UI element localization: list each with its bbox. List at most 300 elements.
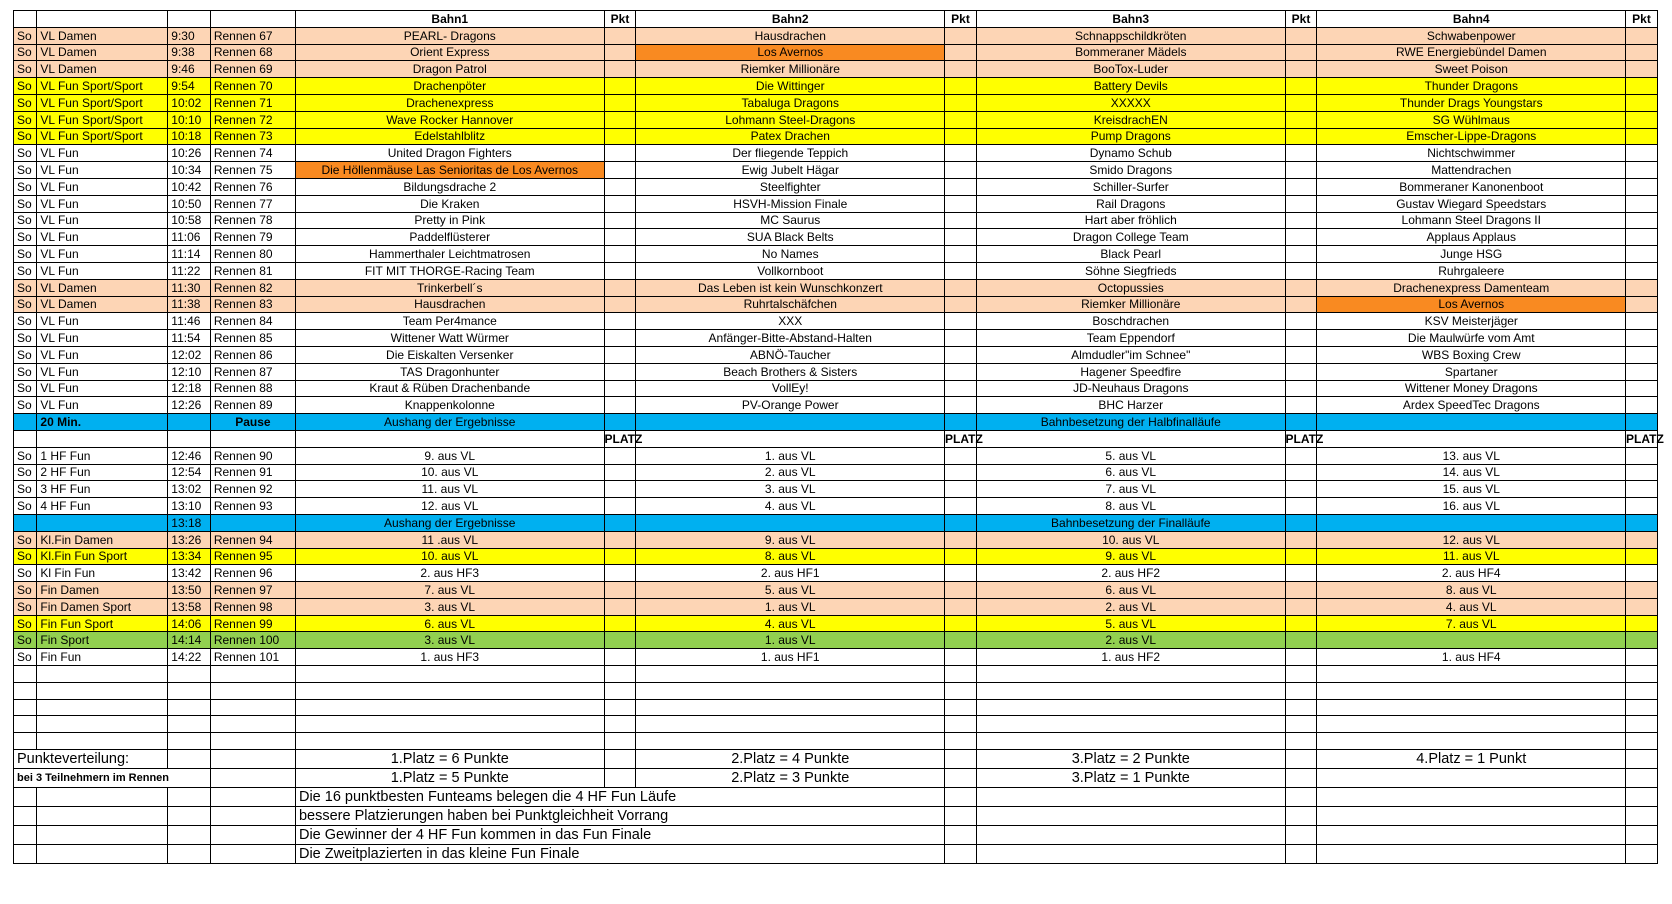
race-cell: Rennen 72 — [210, 111, 295, 128]
lane2-points-cell — [945, 548, 977, 565]
lane4-team-cell: Sweet Poison — [1317, 61, 1626, 78]
day-cell: So — [14, 178, 37, 195]
lane4-team-cell: Nichtschwimmer — [1317, 145, 1626, 162]
race-row — [14, 279, 1658, 296]
lane3-team-cell: Dynamo Schub — [976, 145, 1285, 162]
lane4-team-cell: Applaus Applaus — [1317, 229, 1626, 246]
platz-label: PLATZ — [604, 431, 643, 446]
race-cell: Rennen 74 — [210, 145, 295, 162]
time-cell: 12:46 — [168, 447, 211, 464]
rule-note-row — [14, 826, 1658, 845]
break-lanes-note: Bahnbesetzung der Finalläufe — [976, 514, 1285, 531]
lane1-points-cell — [604, 363, 636, 380]
day-cell: So — [14, 582, 37, 599]
lane3-points-cell — [1285, 380, 1317, 397]
race-cell: Rennen 78 — [210, 212, 295, 229]
lane4-team-cell: Gustav Wiegard Speedstars — [1317, 195, 1626, 212]
lane1-team-cell: Dragon Patrol — [295, 61, 604, 78]
day-cell: So — [14, 61, 37, 78]
class-cell: Kl Fin Fun — [37, 565, 168, 582]
empty-row — [14, 682, 1658, 699]
lane2-team-cell: 1. aus HF1 — [636, 649, 945, 666]
lane4-team-cell: 1. aus HF4 — [1317, 649, 1626, 666]
lane3-team-cell: 7. aus VL — [976, 481, 1285, 498]
lane4-team-cell: SG Wühlmaus — [1317, 111, 1626, 128]
lane1-team-cell: 3. aus VL — [295, 598, 604, 615]
lane2-team-cell: Ruhrtalschäfchen — [636, 296, 945, 313]
day-cell: So — [14, 262, 37, 279]
lane4-points-cell — [1626, 246, 1658, 263]
points-4th: 4.Platz = 1 Punkt — [1317, 750, 1626, 769]
race-cell: Rennen 71 — [210, 94, 295, 111]
lane3-team-cell: Pump Dragons — [976, 128, 1285, 145]
lane3-points-cell — [1285, 78, 1317, 95]
class-cell: VL Fun — [37, 380, 168, 397]
class-cell: 3 HF Fun — [37, 481, 168, 498]
lane4-points-cell — [1626, 346, 1658, 363]
lane4-team-cell: 7. aus VL — [1317, 615, 1626, 632]
lane4-team-cell: Bommeraner Kanonenboot — [1317, 178, 1626, 195]
lane2-points-cell — [945, 615, 977, 632]
lane1-team-cell: 2. aus HF3 — [295, 565, 604, 582]
lane2-team-cell: 3. aus VL — [636, 481, 945, 498]
lane1-team-cell: 1. aus HF3 — [295, 649, 604, 666]
day-cell: So — [14, 615, 37, 632]
race-cell: Rennen 93 — [210, 498, 295, 515]
lane1-points-cell — [604, 128, 636, 145]
lane1-team-cell: Drachenexpress — [295, 94, 604, 111]
lane2-team-cell: Hausdrachen — [636, 27, 945, 44]
lane2-points-cell — [945, 632, 977, 649]
lane1-team-cell: Pretty in Pink — [295, 212, 604, 229]
lane3-team-cell: Schiller-Surfer — [976, 178, 1285, 195]
race-row — [14, 464, 1658, 481]
day-cell: So — [14, 94, 37, 111]
lane1-team-cell: 11. aus VL — [295, 481, 604, 498]
lane2-team-cell: Der fliegende Teppich — [636, 145, 945, 162]
lane3-team-cell: 6. aus VL — [976, 582, 1285, 599]
lane2-points-cell — [945, 128, 977, 145]
lane4-team-cell: 13. aus VL — [1317, 447, 1626, 464]
day-cell: So — [14, 447, 37, 464]
lane4-team-cell: KSV Meisterjäger — [1317, 313, 1626, 330]
header-bahn2: Bahn2 — [636, 11, 945, 28]
break-time: 13:18 — [168, 514, 211, 531]
lane3-points-cell — [1285, 464, 1317, 481]
race-row — [14, 582, 1658, 599]
lane2-team-cell: ABNÖ-Taucher — [636, 346, 945, 363]
lane2-points-cell — [945, 313, 977, 330]
class-cell: VL Fun — [37, 229, 168, 246]
lane3-points-cell — [1285, 447, 1317, 464]
lane1-points-cell — [604, 380, 636, 397]
lane2-team-cell: Die Wittinger — [636, 78, 945, 95]
class-cell: VL Fun Sport/Sport — [37, 94, 168, 111]
lane4-points-cell — [1626, 498, 1658, 515]
lane3-team-cell: Boschdrachen — [976, 313, 1285, 330]
lane4-points-cell — [1626, 330, 1658, 347]
lane1-team-cell: Bildungsdrache 2 — [295, 178, 604, 195]
class-cell: Fin Fun — [37, 649, 168, 666]
lane3-points-cell — [1285, 582, 1317, 599]
lane2-team-cell: Steelfighter — [636, 178, 945, 195]
lane4-points-cell — [1626, 363, 1658, 380]
lane1-points-cell — [604, 94, 636, 111]
lane3-team-cell: 2. aus VL — [976, 632, 1285, 649]
lane2-team-cell: Vollkornboot — [636, 262, 945, 279]
lane2-points-cell — [945, 582, 977, 599]
lane2-team-cell: Patex Drachen — [636, 128, 945, 145]
lane1-points-cell — [604, 632, 636, 649]
lane2-points-cell — [945, 397, 977, 414]
race-row — [14, 363, 1658, 380]
race-row — [14, 44, 1658, 61]
lane3-team-cell: 6. aus VL — [976, 464, 1285, 481]
lane4-points-cell — [1626, 447, 1658, 464]
lane2-points-cell — [945, 78, 977, 95]
lane1-team-cell: Orient Express — [295, 44, 604, 61]
race-cell: Rennen 92 — [210, 481, 295, 498]
lane1-team-cell: 3. aus VL — [295, 632, 604, 649]
points-3rd: 3.Platz = 2 Punkte — [976, 750, 1285, 769]
class-cell: VL Fun — [37, 162, 168, 179]
race-cell: Rennen 79 — [210, 229, 295, 246]
time-cell: 10:42 — [168, 178, 211, 195]
lane3-points-cell — [1285, 296, 1317, 313]
day-cell: So — [14, 481, 37, 498]
lane3-team-cell: 10. aus VL — [976, 531, 1285, 548]
day-cell: So — [14, 44, 37, 61]
day-cell: So — [14, 346, 37, 363]
lane3-points-cell — [1285, 632, 1317, 649]
lane3-team-cell: 8. aus VL — [976, 498, 1285, 515]
lane1-team-cell: Hammerthaler Leichtmatrosen — [295, 246, 604, 263]
lane1-points-cell — [604, 44, 636, 61]
lane3-points-cell — [1285, 27, 1317, 44]
race-cell: Rennen 99 — [210, 615, 295, 632]
lane1-team-cell: 12. aus VL — [295, 498, 604, 515]
race-row — [14, 195, 1658, 212]
lane3-points-cell — [1285, 111, 1317, 128]
lane4-points-cell — [1626, 61, 1658, 78]
lane2-team-cell: 9. aus VL — [636, 531, 945, 548]
lane1-team-cell: 9. aus VL — [295, 447, 604, 464]
lane4-team-cell: 15. aus VL — [1317, 481, 1626, 498]
lane1-team-cell: 11 .aus VL — [295, 531, 604, 548]
lane1-team-cell: 10. aus VL — [295, 464, 604, 481]
time-cell: 9:30 — [168, 27, 211, 44]
lane2-points-cell — [945, 61, 977, 78]
lane4-points-cell — [1626, 598, 1658, 615]
time-cell: 12:26 — [168, 397, 211, 414]
lane4-points-cell — [1626, 195, 1658, 212]
lane2-points-cell — [945, 498, 977, 515]
class-cell: VL Fun — [37, 363, 168, 380]
header-bahn1: Bahn1 — [295, 11, 604, 28]
points-3-teams-row — [14, 769, 1658, 788]
schedule-sheet — [13, 10, 1664, 864]
race-row — [14, 481, 1658, 498]
lane1-points-cell — [604, 178, 636, 195]
lane4-team-cell: Drachenexpress Damenteam — [1317, 279, 1626, 296]
time-cell: 11:54 — [168, 330, 211, 347]
lane1-points-cell — [604, 447, 636, 464]
time-cell: 13:26 — [168, 531, 211, 548]
lane3-team-cell: Battery Devils — [976, 78, 1285, 95]
lane3-team-cell: BooTox-Luder — [976, 61, 1285, 78]
points-row — [14, 750, 1658, 769]
lane3-team-cell: Black Pearl — [976, 246, 1285, 263]
lane3-team-cell: 5. aus VL — [976, 447, 1285, 464]
break-results-note: Aushang der Ergebnisse — [295, 514, 604, 531]
rule-note-row — [14, 845, 1658, 864]
class-cell: Fin Fun Sport — [37, 615, 168, 632]
class-cell: VL Fun — [37, 145, 168, 162]
lane3-team-cell: Almdudler"im Schnee" — [976, 346, 1285, 363]
lane3-team-cell: Bommeraner Mädels — [976, 44, 1285, 61]
pause-row — [14, 414, 1658, 431]
lane1-team-cell: Drachenpöter — [295, 78, 604, 95]
race-row — [14, 61, 1658, 78]
lane1-points-cell — [604, 565, 636, 582]
time-cell: 13:34 — [168, 548, 211, 565]
lane4-points-cell — [1626, 615, 1658, 632]
lane2-points-cell — [945, 212, 977, 229]
race-cell: Rennen 95 — [210, 548, 295, 565]
day-cell: So — [14, 195, 37, 212]
day-cell: So — [14, 363, 37, 380]
lane4-points-cell — [1626, 44, 1658, 61]
header-bahn4: Bahn4 — [1317, 11, 1626, 28]
race-row — [14, 162, 1658, 179]
class-cell: Fin Damen — [37, 582, 168, 599]
time-cell: 10:10 — [168, 111, 211, 128]
day-cell: So — [14, 598, 37, 615]
lane1-points-cell — [604, 313, 636, 330]
day-cell: So — [14, 162, 37, 179]
lane3-team-cell: Hagener Speedfire — [976, 363, 1285, 380]
lane1-team-cell: Die Höllenmäuse Las Senioritas de Los Avernos — [295, 162, 604, 179]
class-cell: VL Fun — [37, 246, 168, 263]
rule-note: Die Gewinner der 4 HF Fun kommen in das Fun Finale — [295, 826, 944, 845]
class-cell: 1 HF Fun — [37, 447, 168, 464]
race-row — [14, 229, 1658, 246]
lane1-points-cell — [604, 531, 636, 548]
race-row — [14, 94, 1658, 111]
race-cell: Rennen 85 — [210, 330, 295, 347]
lane4-team-cell: Mattendrachen — [1317, 162, 1626, 179]
platz-label: PLATZ — [1285, 431, 1324, 446]
lane3-points-cell — [1285, 346, 1317, 363]
lane4-points-cell — [1626, 649, 1658, 666]
lane2-points-cell — [945, 531, 977, 548]
lane4-points-cell — [1626, 380, 1658, 397]
points-label: Punkteverteilung: — [14, 750, 168, 769]
race-cell: Rennen 67 — [210, 27, 295, 44]
lane2-team-cell: VollEy! — [636, 380, 945, 397]
lane4-team-cell: 4. aus VL — [1317, 598, 1626, 615]
lane1-team-cell: PEARL- Dragons — [295, 27, 604, 44]
time-cell: 11:14 — [168, 246, 211, 263]
class-cell: VL Fun — [37, 346, 168, 363]
lane4-team-cell: Spartaner — [1317, 363, 1626, 380]
day-cell: So — [14, 296, 37, 313]
race-cell: Rennen 68 — [210, 44, 295, 61]
race-row — [14, 330, 1658, 347]
lane3-points-cell — [1285, 313, 1317, 330]
lane2-points-cell — [945, 296, 977, 313]
lane4-points-cell — [1626, 178, 1658, 195]
race-row — [14, 128, 1658, 145]
lane3-points-cell — [1285, 397, 1317, 414]
lane1-team-cell: Die Eiskalten Versenker — [295, 346, 604, 363]
time-cell: 11:38 — [168, 296, 211, 313]
lane3-team-cell: 1. aus HF2 — [976, 649, 1285, 666]
lane4-team-cell — [1317, 632, 1626, 649]
lane4-team-cell: 16. aus VL — [1317, 498, 1626, 515]
lane1-points-cell — [604, 78, 636, 95]
lane1-team-cell: Die Kraken — [295, 195, 604, 212]
lane2-team-cell: 5. aus VL — [636, 582, 945, 599]
lane1-points-cell — [604, 615, 636, 632]
class-cell: Fin Sport — [37, 632, 168, 649]
lane3-team-cell: KreisdrachEN — [976, 111, 1285, 128]
lane1-team-cell: 10. aus VL — [295, 548, 604, 565]
day-cell: So — [14, 548, 37, 565]
lane3-team-cell: 9. aus VL — [976, 548, 1285, 565]
race-row — [14, 598, 1658, 615]
points3-2nd: 2.Platz = 3 Punkte — [636, 769, 945, 788]
race-cell: Rennen 87 — [210, 363, 295, 380]
lane4-points-cell — [1626, 78, 1658, 95]
lane1-team-cell: Wave Rocker Hannover — [295, 111, 604, 128]
lane1-team-cell: United Dragon Fighters — [295, 145, 604, 162]
race-row — [14, 447, 1658, 464]
time-cell: 10:34 — [168, 162, 211, 179]
lane3-points-cell — [1285, 94, 1317, 111]
race-cell: Rennen 94 — [210, 531, 295, 548]
day-cell: So — [14, 313, 37, 330]
day-cell: So — [14, 498, 37, 515]
lane4-team-cell: Wittener Money Dragons — [1317, 380, 1626, 397]
lane1-team-cell: Kraut & Rüben Drachenbande — [295, 380, 604, 397]
lane1-points-cell — [604, 195, 636, 212]
class-cell: VL Fun Sport/Sport — [37, 128, 168, 145]
lane1-points-cell — [604, 212, 636, 229]
lane4-points-cell — [1626, 94, 1658, 111]
time-cell: 11:46 — [168, 313, 211, 330]
race-cell: Rennen 80 — [210, 246, 295, 263]
lane2-points-cell — [945, 279, 977, 296]
race-row — [14, 178, 1658, 195]
lane2-points-cell — [945, 246, 977, 263]
class-cell: VL Damen — [37, 44, 168, 61]
race-cell: Rennen 90 — [210, 447, 295, 464]
lane2-team-cell: 4. aus VL — [636, 615, 945, 632]
lane1-points-cell — [604, 649, 636, 666]
lane2-team-cell: Das Leben ist kein Wunschkonzert — [636, 279, 945, 296]
lane4-points-cell — [1626, 162, 1658, 179]
lane2-points-cell — [945, 447, 977, 464]
lane4-team-cell: Ardex SpeedTec Dragons — [1317, 397, 1626, 414]
day-cell: So — [14, 128, 37, 145]
lane4-points-cell — [1626, 531, 1658, 548]
lane3-team-cell: Dragon College Team — [976, 229, 1285, 246]
time-cell: 14:14 — [168, 632, 211, 649]
lane2-points-cell — [945, 145, 977, 162]
class-cell: VL Fun — [37, 195, 168, 212]
header-pkt2: Pkt — [945, 11, 977, 28]
day-cell: So — [14, 464, 37, 481]
lane4-points-cell — [1626, 296, 1658, 313]
rule-note-row — [14, 807, 1658, 826]
race-cell: Rennen 73 — [210, 128, 295, 145]
race-row — [14, 296, 1658, 313]
rule-note: Die 16 punktbesten Funteams belegen die 4 HF Fun Läufe — [295, 788, 944, 807]
lane1-points-cell — [604, 598, 636, 615]
lane2-points-cell — [945, 27, 977, 44]
race-row — [14, 27, 1658, 44]
lane2-team-cell: 2. aus VL — [636, 464, 945, 481]
race-cell: Rennen 88 — [210, 380, 295, 397]
lane3-points-cell — [1285, 246, 1317, 263]
lane2-points-cell — [945, 464, 977, 481]
lane1-team-cell: Wittener Watt Würmer — [295, 330, 604, 347]
class-cell: VL Fun — [37, 313, 168, 330]
platz-label: PLATZ — [945, 431, 983, 446]
lane4-team-cell: WBS Boxing Crew — [1317, 346, 1626, 363]
lane1-points-cell — [604, 111, 636, 128]
race-cell: Rennen 97 — [210, 582, 295, 599]
lane4-team-cell: 14. aus VL — [1317, 464, 1626, 481]
lane4-team-cell: Emscher-Lippe-Dragons — [1317, 128, 1626, 145]
lane2-team-cell: Beach Brothers & Sisters — [636, 363, 945, 380]
time-cell: 12:10 — [168, 363, 211, 380]
lane1-team-cell: FIT MIT THORGE-Racing Team — [295, 262, 604, 279]
lane3-points-cell — [1285, 598, 1317, 615]
lane3-team-cell: 2. aus HF2 — [976, 565, 1285, 582]
lane4-points-cell — [1626, 212, 1658, 229]
empty-row — [14, 733, 1658, 750]
lane1-team-cell: Edelstahlblitz — [295, 128, 604, 145]
lane4-points-cell — [1626, 128, 1658, 145]
lane3-points-cell — [1285, 498, 1317, 515]
day-cell: So — [14, 565, 37, 582]
race-row — [14, 212, 1658, 229]
race-cell: Rennen 77 — [210, 195, 295, 212]
lane2-team-cell: 8. aus VL — [636, 548, 945, 565]
lane1-points-cell — [604, 229, 636, 246]
day-cell: So — [14, 380, 37, 397]
time-cell: 14:06 — [168, 615, 211, 632]
lane2-points-cell — [945, 565, 977, 582]
lane4-points-cell — [1626, 565, 1658, 582]
lane2-team-cell: Anfänger-Bitte-Abstand-Halten — [636, 330, 945, 347]
time-cell: 13:02 — [168, 481, 211, 498]
lane1-team-cell: 7. aus VL — [295, 582, 604, 599]
race-cell: Rennen 89 — [210, 397, 295, 414]
race-row — [14, 632, 1658, 649]
lane4-points-cell — [1626, 397, 1658, 414]
lane2-team-cell: Tabaluga Dragons — [636, 94, 945, 111]
lane2-team-cell: XXX — [636, 313, 945, 330]
lane4-points-cell — [1626, 313, 1658, 330]
lane4-points-cell — [1626, 582, 1658, 599]
lane2-points-cell — [945, 44, 977, 61]
lane3-points-cell — [1285, 481, 1317, 498]
lane3-points-cell — [1285, 229, 1317, 246]
lane1-points-cell — [604, 481, 636, 498]
